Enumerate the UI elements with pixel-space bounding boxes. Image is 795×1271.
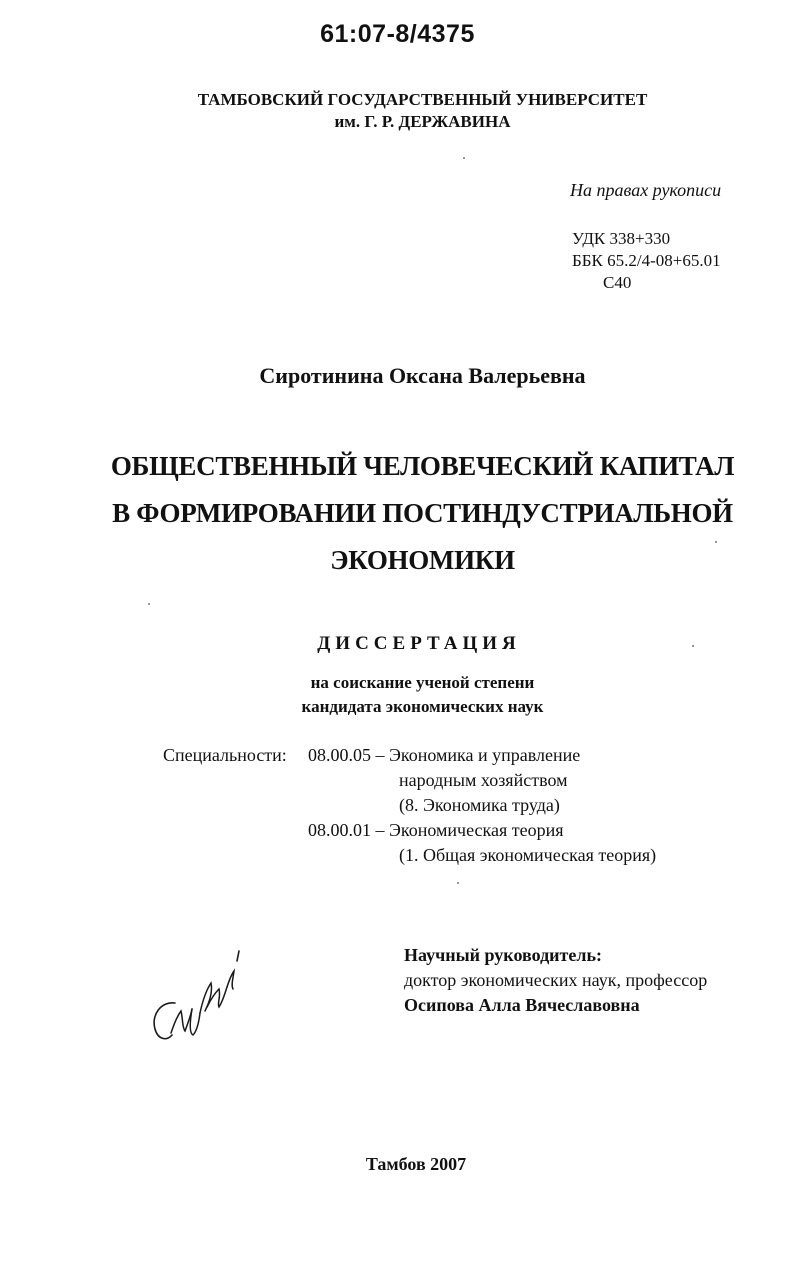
scan-speck <box>715 541 717 543</box>
archive-stamp-number: 61:07-8/4375 <box>320 20 475 48</box>
bbk-code: ББК 65.2/4-08+65.01 <box>572 251 721 270</box>
specialty-2: 08.00.01 – Экономическая теория <box>308 820 564 840</box>
handwritten-signature <box>145 945 245 1055</box>
supervisor-name: Осипова Алла Вячеславовна <box>404 995 640 1015</box>
manuscript-note: На правах рукописи <box>570 180 722 200</box>
supervisor-label: Научный руководитель: <box>404 945 602 965</box>
document-type: ДИССЕРТАЦИЯ <box>317 633 521 654</box>
scan-speck <box>457 882 459 884</box>
specialty-1-subfield: (8. Экономика труда) <box>399 795 560 815</box>
author-name: Сиротинина Оксана Валерьевна <box>259 363 586 388</box>
udk-code: УДК 338+330 <box>572 229 671 248</box>
degree-line-2: кандидата экономических наук <box>301 697 544 716</box>
title-line-3: ЭКОНОМИКИ <box>330 545 515 575</box>
city-year: Тамбов 2007 <box>365 1154 467 1174</box>
title-line-2: В ФОРМИРОВАНИИ ПОСТИНДУСТРИАЛЬНОЙ <box>112 498 733 528</box>
scan-speck <box>463 157 465 159</box>
degree-line-1: на соискание ученой степени <box>310 673 535 692</box>
scan-speck <box>148 603 150 605</box>
supervisor-degree: доктор экономических наук, профессор <box>404 970 708 990</box>
specialties-label: Специальности: <box>163 745 287 765</box>
title-line-1: ОБЩЕСТВЕННЫЙ ЧЕЛОВЕЧЕСКИЙ КАПИТАЛ <box>110 451 735 481</box>
specialty-1-continued: народным хозяйством <box>399 770 568 790</box>
author-sign-code: С40 <box>603 273 632 292</box>
university-subtitle: им. Г. Р. ДЕРЖАВИНА <box>334 112 511 131</box>
specialty-2-subfield: (1. Общая экономическая теория) <box>399 845 657 865</box>
scan-speck <box>692 645 694 647</box>
specialty-1: 08.00.05 – Экономика и управление <box>308 745 581 765</box>
university-name: ТАМБОВСКИЙ ГОСУДАРСТВЕННЫЙ УНИВЕРСИТЕТ <box>197 90 648 109</box>
